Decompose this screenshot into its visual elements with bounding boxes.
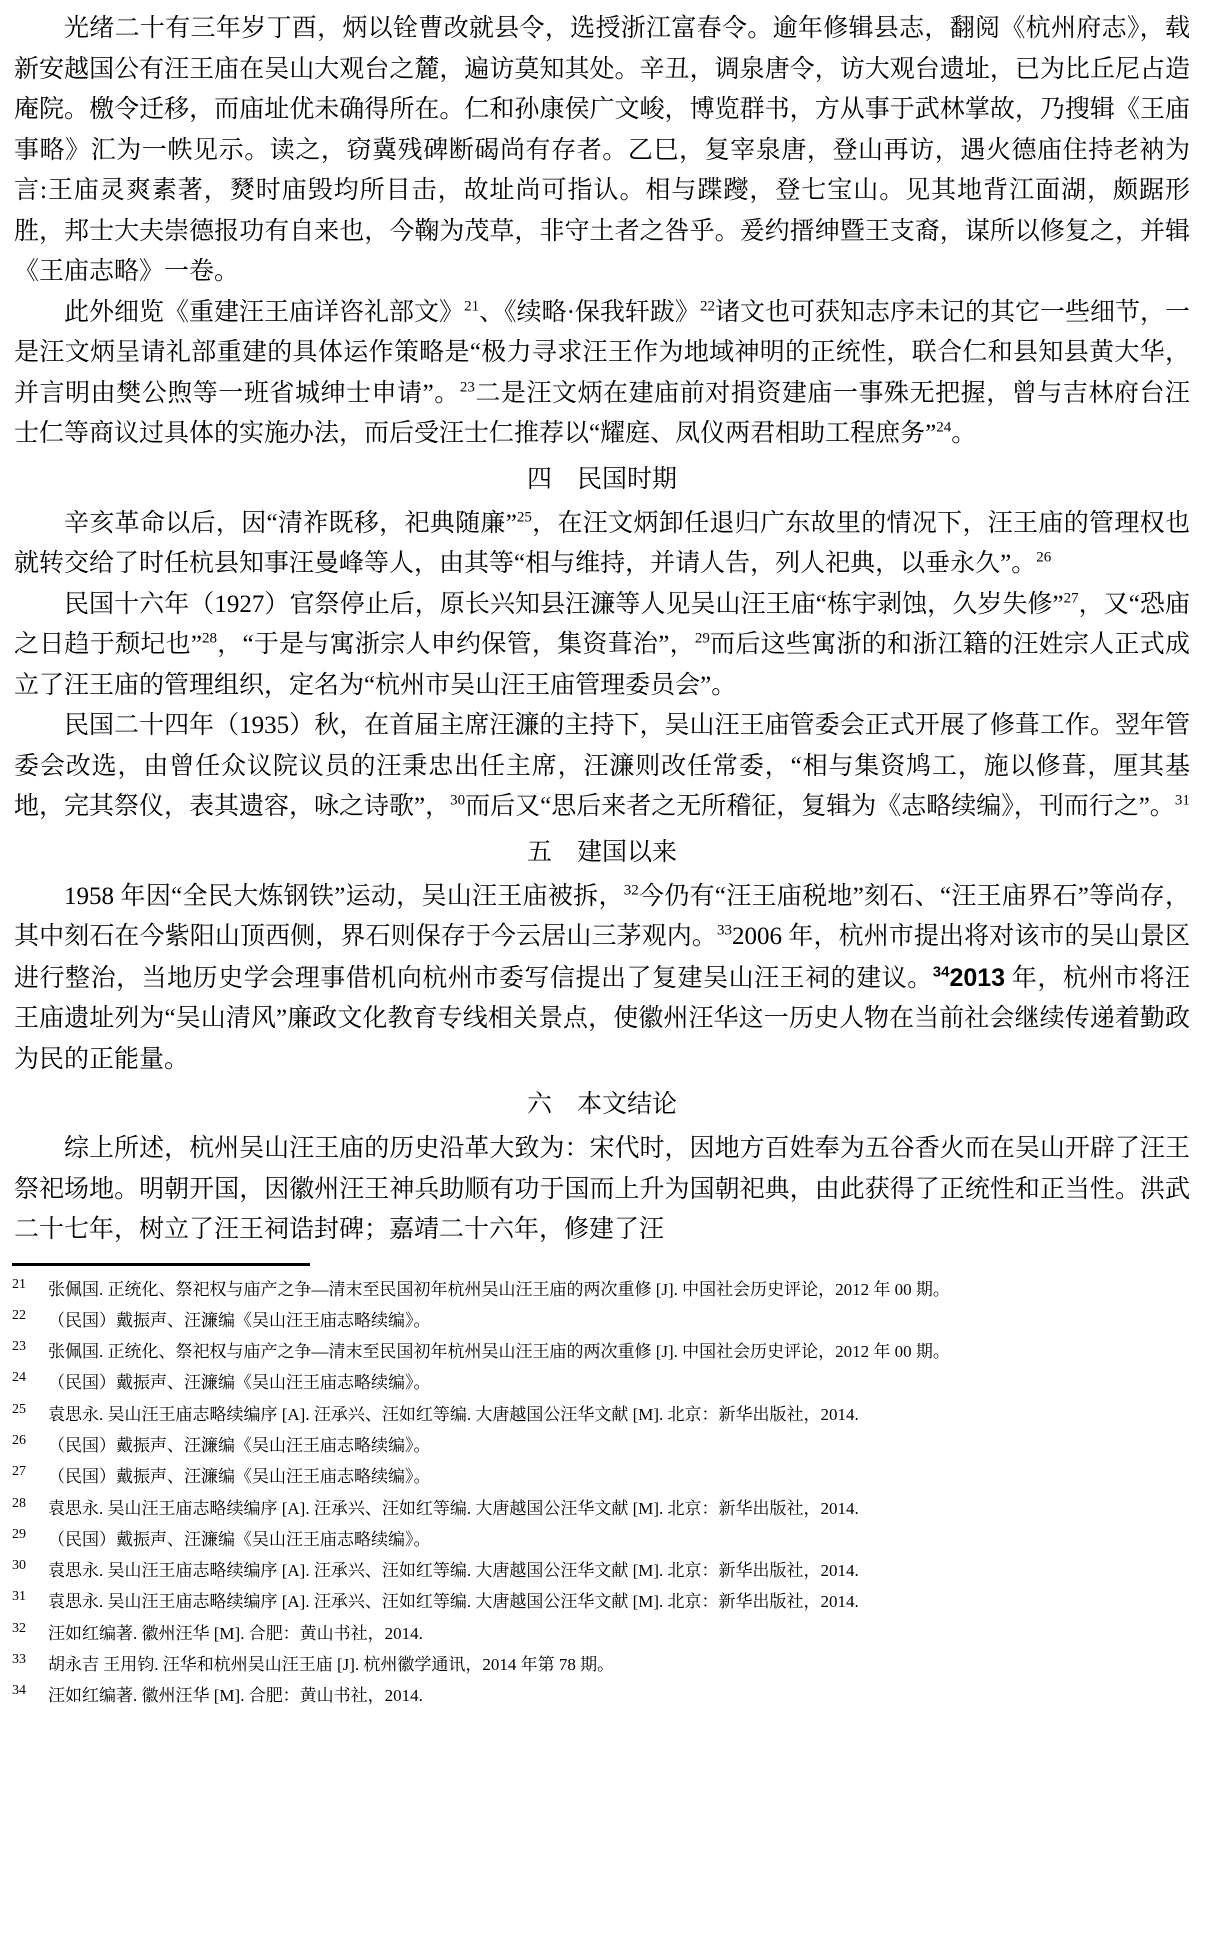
footnote-text: 汪如红编著. 徽州汪华 [M]. 合肥：黄山书社，2014. [48, 1686, 423, 1706]
footnote-number: 27 [12, 1464, 26, 1480]
footnote-number: 29 [12, 1526, 26, 1542]
footnote-number: 26 [12, 1432, 26, 1448]
footnote-text: 袁思永. 吴山汪王庙志略续编序 [A]. 汪承兴、汪如红等编. 大唐越国公汪华文献 [M]. 北京：新华出版社，2014. [48, 1561, 859, 1581]
paragraph: 民国十六年（1927）官祭停止后，原长兴知县汪濂等人见吴山汪王庙“栋宇剥蚀，久岁失修”$^{27}$，又“恐庙之日趋于颓圮也”$^{28}$，“于是与寓浙宗人申约保管，集资葺治”，$^{29}$而后这些寓浙的和浙江籍的汪姓宗人正式成立了汪王庙的管理组织，定名为“杭州市吴山汪王庙管理委员会”。 [14, 590, 1190, 699]
paragraph: 民国二十四年（1935）秋，在首届主席汪濂的主持下，吴山汪王庙管委会正式开展了修葺工作。翌年管委会改选，由曾任众议院议员的汪秉忠出任主席，汪濂则改任常委，“相与集资鸠工，施以修葺，厘其基地，完其祭仪，表其遗容，咏之诗歌”，$^{30}$而后又“思后来者之无所稽征，复辑为《志略续编》，刊而行之”。$^{31}$ [14, 712, 1190, 820]
footnotes-section [0, 1272, 1206, 1712]
footnote-number: 32 [12, 1620, 26, 1636]
footnote-number: 21 [12, 1276, 26, 1292]
footnote-number: 24 [12, 1370, 26, 1386]
footnote-number: 28 [12, 1495, 26, 1511]
footnote-ref: 26 [1036, 549, 1052, 566]
footnote-item [12, 1367, 1192, 1398]
footnote-item [12, 1399, 1192, 1430]
footnote-ref: 23 [459, 379, 475, 396]
section-heading: 四 民国时期 [526, 465, 677, 493]
footnote-ref: 34 [932, 963, 950, 981]
footnote-item [12, 1430, 1192, 1461]
footnote-number: 31 [12, 1589, 26, 1605]
footnote-number: 22 [12, 1307, 26, 1323]
footnote-ref: 31 [1174, 792, 1190, 809]
footnote-text: （民国）戴振声、汪濂编《吴山汪王庙志略续编》。 [48, 1310, 431, 1330]
footnote-ref: 33 [717, 922, 733, 939]
footnote-item [12, 1524, 1192, 1555]
footnote-ref: 28 [201, 630, 217, 647]
footnote-ref: 24 [936, 419, 952, 436]
footnote-ref: 27 [1063, 590, 1079, 607]
footnote-text: 汪如红编著. 徽州汪华 [M]. 合肥：黄山书社，2014. [48, 1623, 423, 1643]
footnote-item [12, 1336, 1192, 1367]
footnote-item [12, 1680, 1192, 1711]
footnote-item [12, 1493, 1192, 1524]
footnote-text: 袁思永. 吴山汪王庙志略续编序 [A]. 汪承兴、汪如红等编. 大唐越国公汪华文献 [M]. 北京：新华出版社，2014. [48, 1592, 859, 1612]
footnote-text: （民国）戴振声、汪濂编《吴山汪王庙志略续编》。 [48, 1435, 431, 1455]
footnote-item [12, 1586, 1192, 1617]
footnote-item [12, 1274, 1192, 1305]
paragraph: 综上所述，杭州吴山汪王庙的历史沿革大致为：宋代时，因地方百姓奉为五谷香火而在吴山开辟了汪王祭祀场地。明朝开国，因徽州汪王神兵助顺有功于国而上升为国朝祀典，由此获得了正统性和正当性。洪武二十七年，树立了汪王祠诰封碑；嘉靖二十六年，修建了汪 [14, 1135, 1190, 1243]
footnote-text: 袁思永. 吴山汪王庙志略续编序 [A]. 汪承兴、汪如红等编. 大唐越国公汪华文献 [M]. 北京：新华出版社，2014. [48, 1498, 859, 1518]
section-heading: 五 建国以来 [526, 838, 677, 866]
paragraph: 1958 年因“全民大炼钢铁”运动，吴山汪王庙被拆，$^{32}$今仍有“汪王庙税地”刻石、“汪王庙界石”等尚存，其中刻石在今紫阳山顶西侧，界石则保存于今云居山三茅观内。$^{33}$2006 年，杭州市提出将对该市的吴山景区进行整治，当地历史学会理事借机向杭州市委写信提出了复建吴山汪王祠的建议。$^{34}$2013 年，杭州市将汪王庙遗址列为“吴山清风”廉政文化教育专线相关景点，使徽州汪华这一历史人物在当前社会继续传递着勤政为民的正能量。 [14, 882, 1191, 1073]
paragraph: 辛亥革命以后，因“清祚既移，祀典随廉”$^{25}$，在汪文炳卸任退归广东故里的情况下，汪王庙的管理权也就转交给了时任杭县知事汪曼峰等人，由其等“相与维持，并请人告，列人祀典，以垂永久”。$^{26}$ [14, 509, 1190, 577]
footnote-text: 袁思永. 吴山汪王庙志略续编序 [A]. 汪承兴、汪如红等编. 大唐越国公汪华文献 [M]. 北京：新华出版社，2014. [48, 1404, 859, 1424]
footnote-ref: 21 [464, 298, 480, 315]
footnote-item [12, 1461, 1192, 1492]
footnote-item [12, 1305, 1192, 1336]
footnote-number: 25 [12, 1401, 26, 1417]
footnote-ref: 25 [516, 509, 532, 526]
footnote-text: （民国）戴振声、汪濂编《吴山汪王庙志略续编》。 [48, 1467, 431, 1487]
footnote-ref: 30 [450, 792, 466, 809]
paragraph: 此外细览《重建汪王庙详咨礼部文》$^{21}$、《续略·保我轩跋》$^{22}$诸文也可获知志序未记的其它一些细节，一是汪文炳呈请礼部重建的具体运作策略是“极力寻求汪王作为地域神明的正统性，联合仁和县知县黄大华，并言明由樊公煦等一班省城绅士申请”。$^{23}$二是汪文炳在建庙前对捐资建庙一事殊无把握，曾与吉林府台汪士仁等商议过具体的实施办法，而后受汪士仁推荐以“耀庭、凤仪两君相助工程庶务”$^{24}$。 [14, 298, 1190, 447]
footnote-number: 34 [12, 1683, 26, 1699]
paragraph: 光绪二十有三年岁丁酉，炳以铨曹改就县令，选授浙江富春令。逾年修辑县志，翻阅《杭州府志》，载新安越国公有汪王庙在吴山大观台之麓，遍访莫知其处。辛丑，调泉唐令，访大观台遗址，已为比丘尼占造庵院。檄令迁移，而庙址优未确得所在。仁和孙康侯广文峻，博览群书，方从事于武林掌故，乃搜辑《王庙事略》汇为一帙见示。读之，窃冀残碑断碣尚有存者。乙巳，复宰泉唐，登山再访，遇火德庙住持老衲为言:王庙灵爽素著，燹时庙毁均所目击，故址尚可指认。相与蹀躞，登七宝山。见其地背江面湖，颇踞形胜，邦士大夫崇德报功有自来也，今鞠为茂草，非守土者之咎乎。爰约搢绅暨王支裔，谋所以修复之，并辑《王庙志略》一卷。 [14, 15, 1190, 285]
footnote-text: （民国）戴振声、汪濂编《吴山汪王庙志略续编》。 [48, 1529, 431, 1549]
footnote-number: 30 [12, 1558, 26, 1574]
footnote-ref: 29 [694, 630, 710, 647]
footnote-text: 胡永吉 王用钧. 汪华和杭州吴山汪王庙 [J]. 杭州徽学通讯，2014 年第 78 期。 [48, 1655, 615, 1675]
bold-text-run: 2013 [949, 963, 1006, 992]
footnote-ref: 32 [623, 882, 639, 899]
footnote-ref: 22 [699, 298, 715, 315]
footnote-number: 23 [12, 1339, 26, 1355]
footnote-text: 张佩国. 正统化、祭祀权与庙产之争—清末至民国初年杭州吴山汪王庙的两次重修 [J]. 中国社会历史评论，2012 年 00 期。 [48, 1342, 950, 1362]
footnote-text: （民国）戴振声、汪濂编《吴山汪王庙志略续编》。 [48, 1373, 431, 1393]
footnote-text: 张佩国. 正统化、祭祀权与庙产之争—清末至民国初年杭州吴山汪王庙的两次重修 [J]. 中国社会历史评论，2012 年 00 期。 [48, 1279, 950, 1299]
footnote-item [12, 1649, 1192, 1680]
footnote-item [12, 1555, 1192, 1586]
footnote-number: 33 [12, 1652, 26, 1668]
section-heading: 六 本文结论 [526, 1091, 677, 1118]
footnote-divider [12, 1263, 310, 1266]
footnote-item [12, 1618, 1192, 1649]
